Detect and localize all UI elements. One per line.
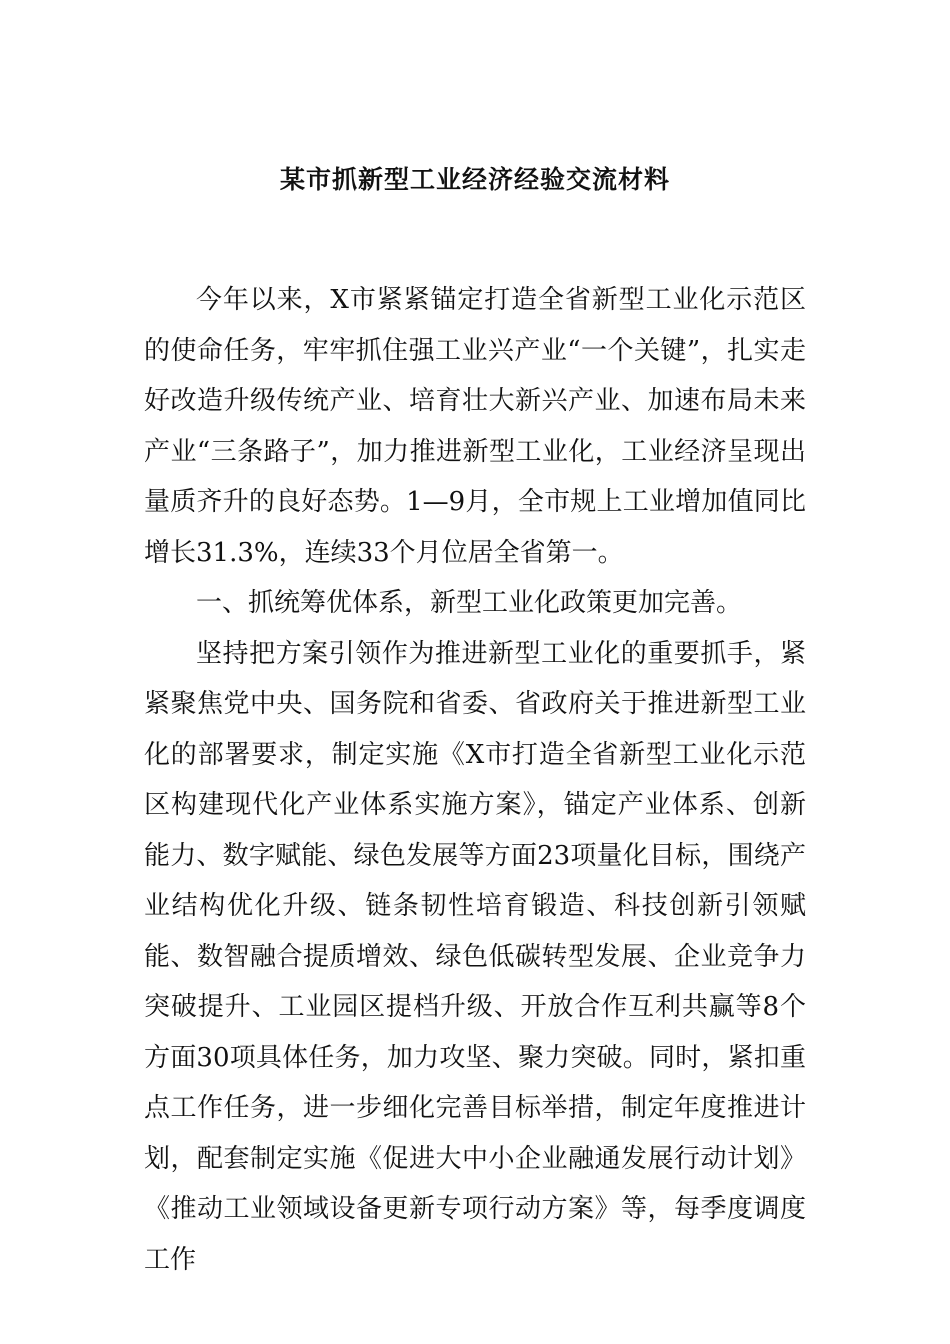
section-heading-1: 一、抓统筹优体系，新型工业化政策更加完善。 bbox=[196, 588, 743, 618]
paragraph-section-1: 坚持把方案引领作为推进新型工业化的重要抓手，紧紧聚焦党中央、国务院和省委、省政府关于推进新型工业化的部署要求，制定实施《X市打造全省新型工业化示范区构建现代化产业体系实施方案》，锚定产业体系、创新能力、数字赋能、绿色发展等方面23项量化目标，围绕产业结构优化升级、链条韧性培育锻造、科技创新引领赋能、数智融合提质增效、绿色低碳转型发展、企业竞争力突破提升、工业园区提档升级、开放合作互利共赢等8个方面30项具体任务，加力攻坚、聚力突破。同时，紧扣重点工作任务，进一步细化完善目标举措，制定年度推进计划，配套制定实施《促进大中小企业融通发展行动计划》《推动工业领域设备更新专项行动方案》等，每季度调度工作 bbox=[144, 638, 806, 1275]
document-body bbox=[144, 275, 806, 1285]
paragraph-intro: 今年以来，X市紧紧锚定打造全省新型工业化示范区的使命任务，牢牢抓住强工业兴产业“一个关键”，扎实走好改造升级传统产业、培育壮大新兴产业、加速布局未来产业“三条路子”，加力推进新型工业化，工业经济呈现出量质齐升的良好态势。1—9月，全市规上工业增加值同比增长31.3%，连续33个月位居全省第一。 bbox=[144, 285, 806, 568]
document-title: 某市抓新型工业经济经验交流材料 bbox=[279, 165, 670, 194]
